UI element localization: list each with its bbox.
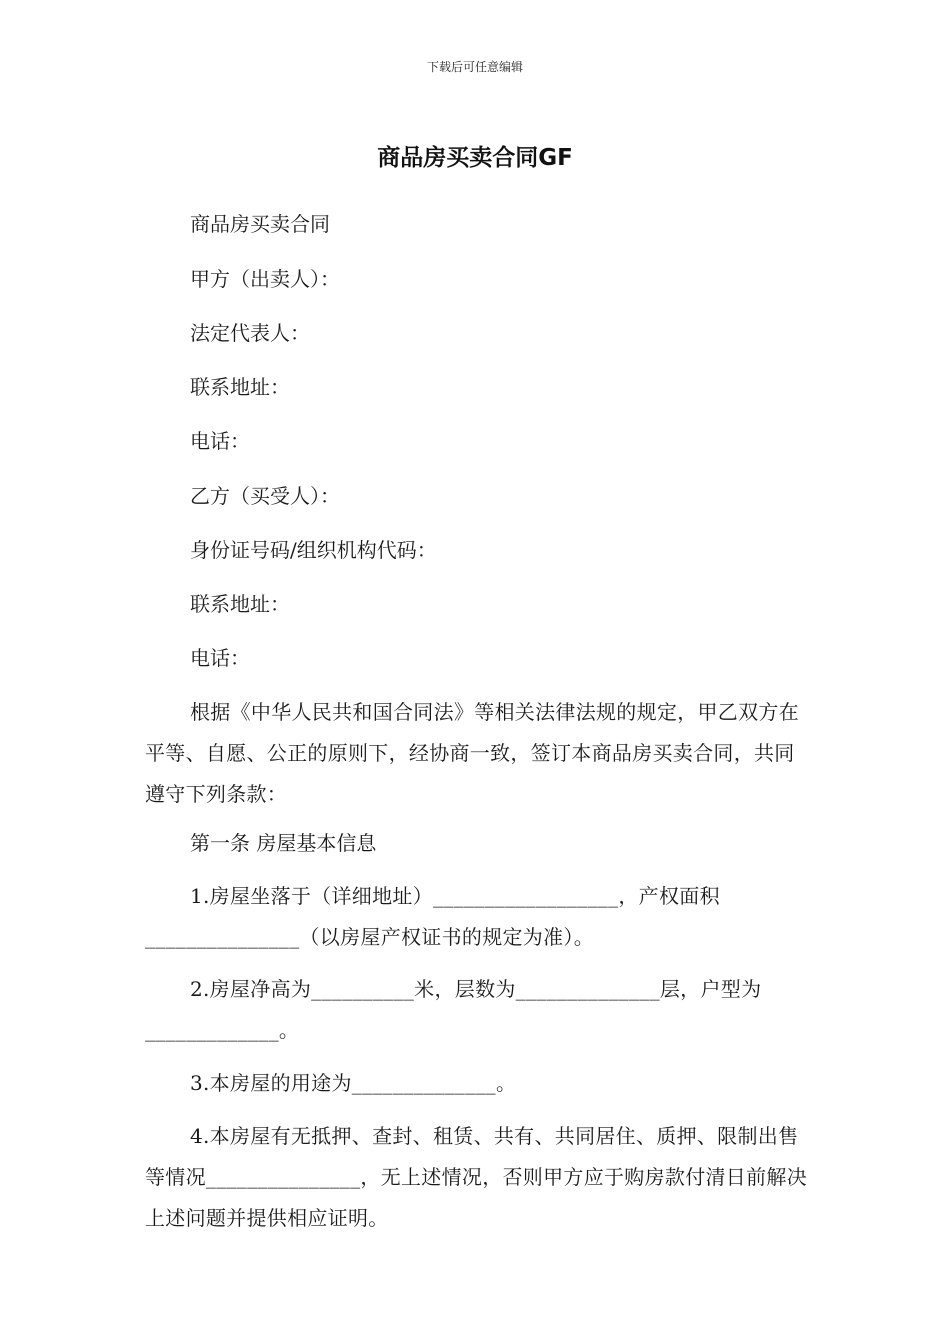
party-a-line: 甲方（出卖人）： [190,267,340,291]
contract-name-line: 商品房买卖合同 [190,212,330,236]
party-a-address-line: 联系地址： [190,375,290,399]
legal-representative-line: 法定代表人： [190,321,310,345]
party-b-id-line: 身份证号码/组织机构代码： [190,538,437,562]
item-4-paragraph: 4.本房屋有无抵押、查封、租赁、共有、共同居住、质押、限制出售等情况_______________，无上述情况，否则甲方应于购房款付清日前解决上述问题并提供相应证明。 [145,1124,807,1230]
party-b-phone-line: 电话： [190,646,250,670]
header-note: 下载后可任意编辑 [426,60,523,74]
item-1-paragraph: 1.房屋坐落于（详细地址）__________________，产权面积_______________（以房屋产权证书的规定为准）。 [145,884,720,949]
item-2-paragraph: 2.房屋净高为__________米，层数为______________层，户型为_____________。 [145,977,762,1042]
party-b-address-line: 联系地址： [190,592,290,616]
document-title: 商品房买卖合同GF [377,145,573,171]
party-a-phone-line: 电话： [190,429,250,453]
item-3-paragraph: 3.本房屋的用途为______________。 [190,1071,517,1095]
party-b-line: 乙方（买受人）： [190,484,340,508]
article-1-heading: 第一条 房屋基本信息 [190,831,377,855]
intro-paragraph: 根据《中华人民共和国合同法》等相关法律法规的规定，甲乙双方在平等、自愿、公正的原则下，经协商一致，签订本商品房买卖合同，共同遵守下列条款： [145,700,799,806]
